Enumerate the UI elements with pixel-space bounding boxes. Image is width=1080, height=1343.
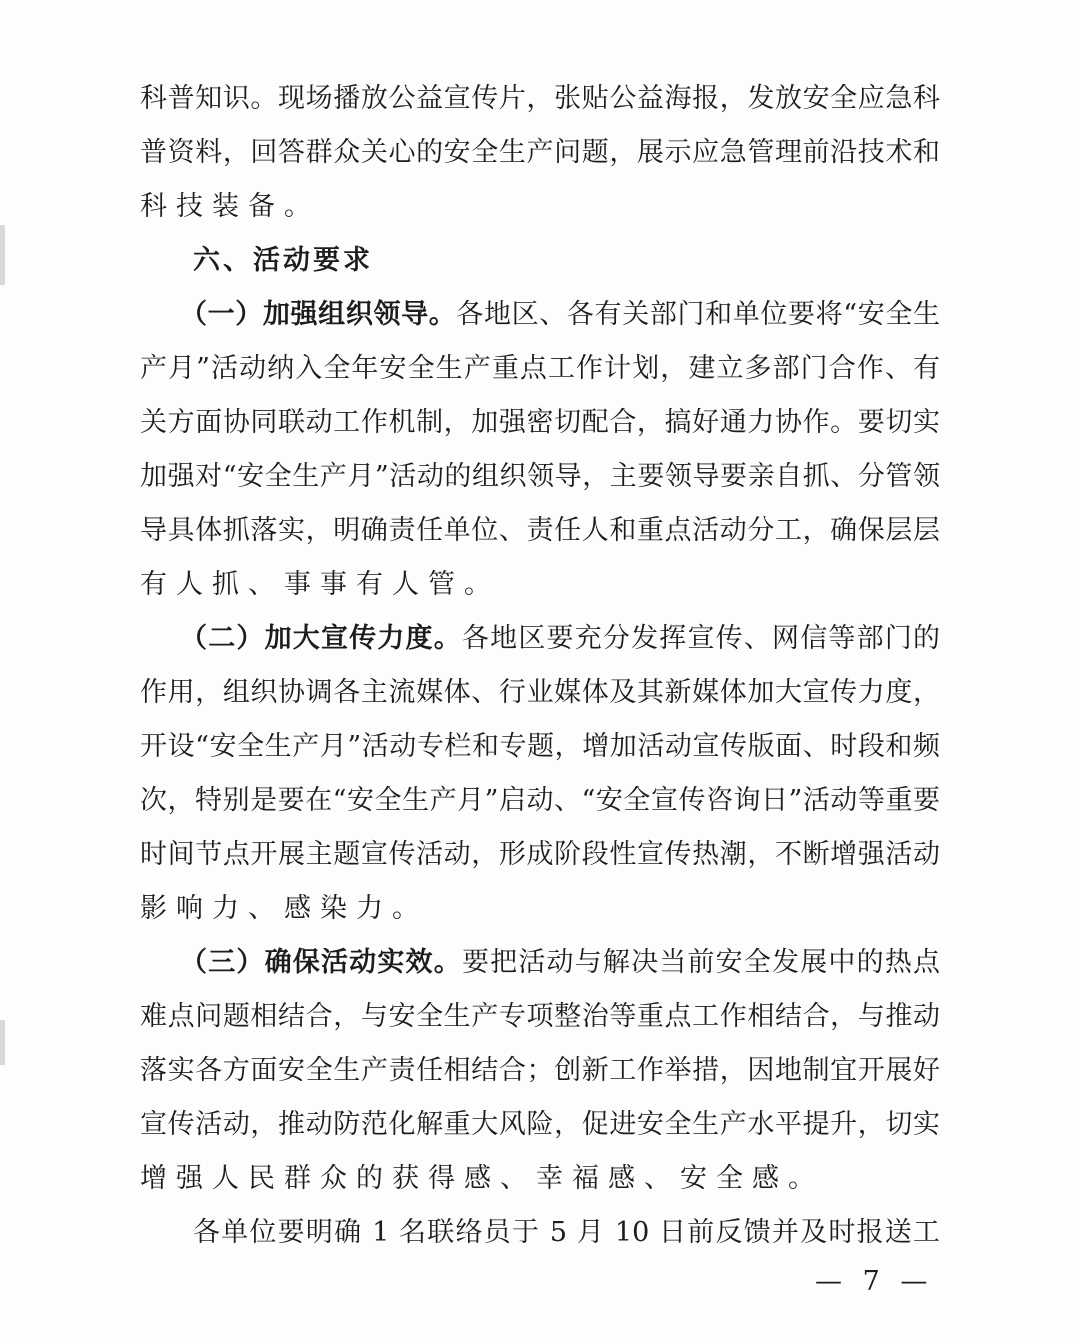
- body-line: 增强人民群众的获得感、幸福感、安全感。: [140, 1163, 824, 1194]
- body-line: 各单位要明确 1 名联络员于 5 月 10 日前反馈并及时报送工: [193, 1217, 940, 1248]
- body-line: 开设“安全生产月”活动专栏和专题，增加活动宣传版面、时段和频: [140, 731, 940, 762]
- paragraph-label: （一）加强组织领导。: [180, 299, 457, 330]
- paragraph-label: （二）加大宣传力度。: [180, 623, 462, 654]
- paragraph-text: 要把活动与解决当前安全发展中的热点: [461, 947, 941, 978]
- paragraph-first-line: [180, 612, 940, 666]
- body-line: 加强对“安全生产月”活动的组织领导，主要领导要亲自抓、分管领: [140, 461, 940, 492]
- paragraph-label: （三）确保活动实效。: [180, 947, 462, 978]
- body-line: 科技装备。: [140, 191, 320, 222]
- body-line: 科普知识。现场播放公益宣传片，张贴公益海报，发放安全应急科: [140, 83, 940, 114]
- body-line: 次，特别是要在“安全生产月”启动、“安全宣传咨询日”活动等重要: [140, 785, 940, 816]
- paragraph-first-line: [180, 936, 940, 990]
- body-line: 宣传活动，推动防范化解重大风险，促进安全生产水平提升，切实: [140, 1109, 940, 1140]
- scan-edge-mark: [0, 225, 5, 285]
- scan-edge-mark: [0, 1020, 5, 1065]
- page-number: — 7 —: [815, 1266, 934, 1297]
- body-line: 导具体抓落实，明确责任单位、责任人和重点活动分工，确保层层: [140, 515, 940, 546]
- paragraph-first-line: [180, 288, 940, 342]
- paragraph-text: 各地区要充分发挥宣传、网信等部门的: [461, 623, 941, 654]
- body-line: 时间节点开展主题宣传活动，形成阶段性宣传热潮，不断增强活动: [140, 839, 940, 870]
- body-line: 落实各方面安全生产责任相结合；创新工作举措，因地制宜开展好: [140, 1055, 940, 1086]
- section-heading: 六、活动要求: [193, 245, 373, 276]
- body-line: 作用，组织协调各主流媒体、行业媒体及其新媒体加大宣传力度，: [140, 677, 940, 708]
- body-line: 关方面协同联动工作机制，加强密切配合，搞好通力协作。要切实: [140, 407, 940, 438]
- paragraph-text: 各地区、各有关部门和单位要将“安全生: [456, 299, 940, 330]
- body-line: 难点问题相结合，与安全生产专项整治等重点工作相结合，与推动: [140, 1001, 940, 1032]
- body-line: 有人抓、事事有人管。: [140, 569, 500, 600]
- body-line: 普资料，回答群众关心的安全生产问题，展示应急管理前沿技术和: [140, 137, 940, 168]
- body-line: 产月”活动纳入全年安全生产重点工作计划，建立多部门合作、有: [140, 353, 940, 384]
- body-line: 影响力、感染力。: [140, 893, 428, 924]
